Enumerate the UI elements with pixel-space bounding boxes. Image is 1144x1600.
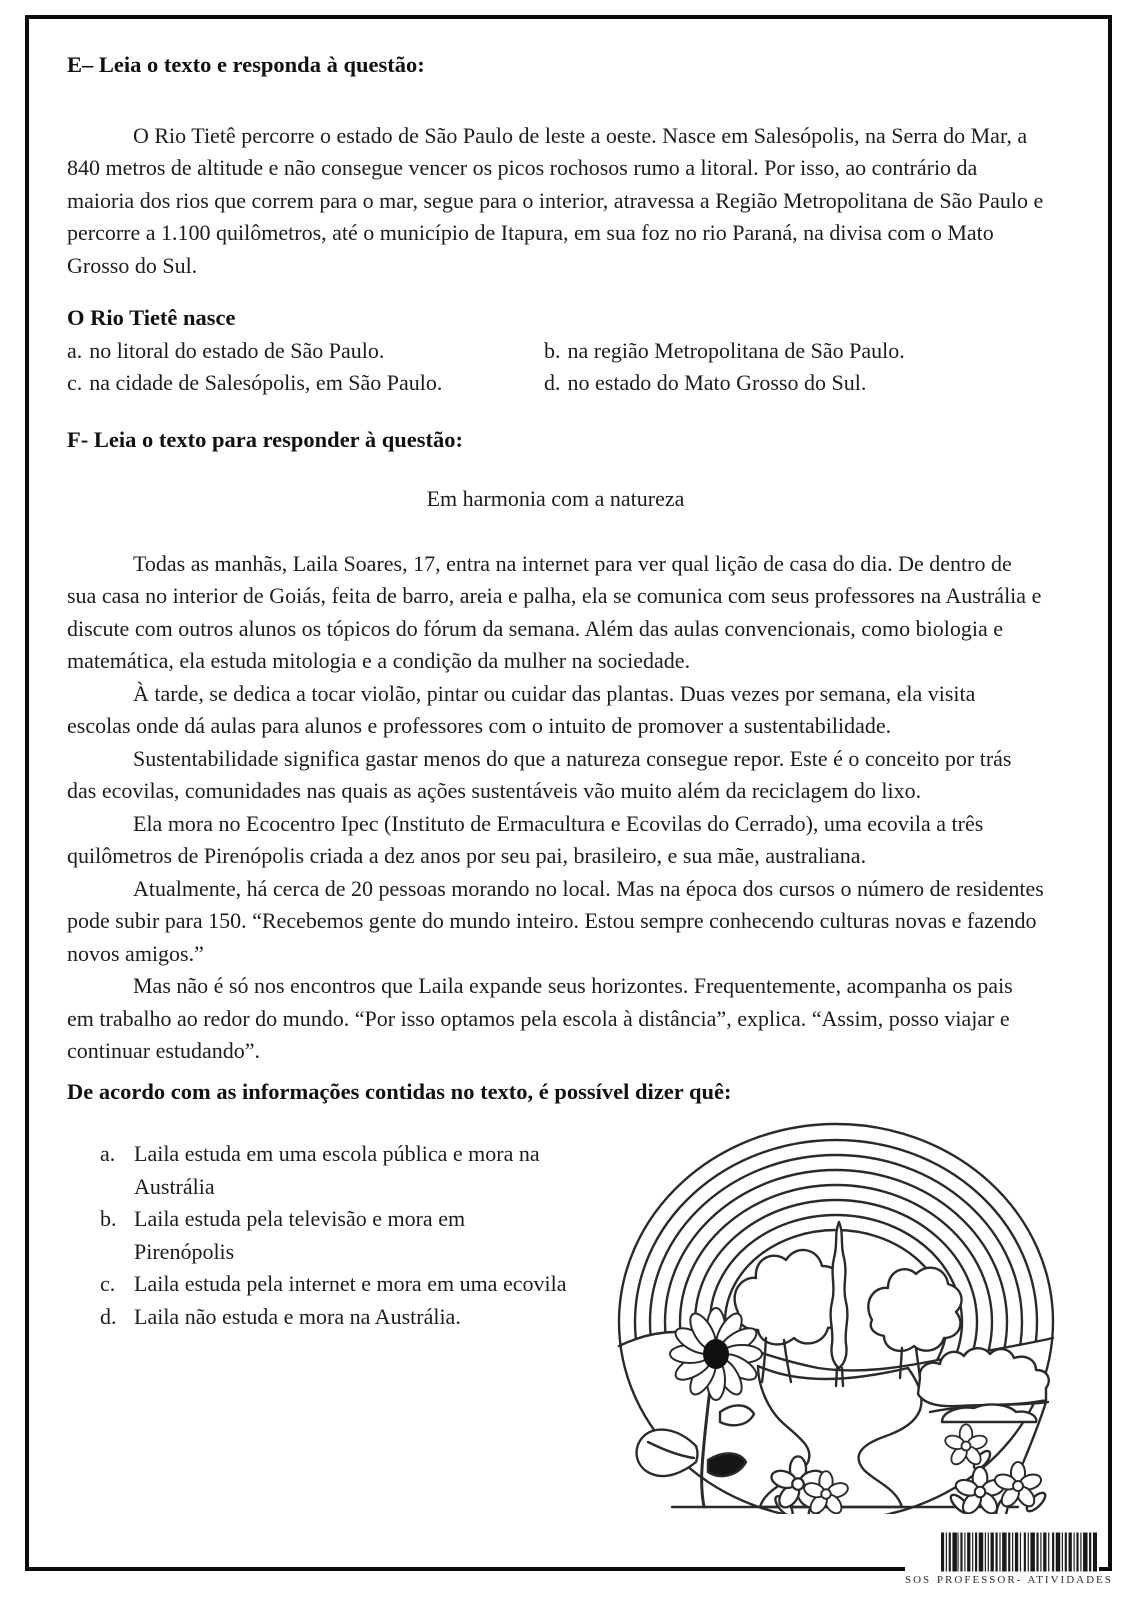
option-letter: c. <box>67 370 83 395</box>
section-f-question: De acordo com as informações contidas no texto, é possível dizer quê: <box>67 1078 732 1104</box>
publisher-barcode <box>905 1532 1113 1594</box>
option-f-c <box>67 1268 572 1301</box>
section-f-heading: F- Leia o texto para responder à questão: <box>67 426 464 452</box>
page-border-frame <box>25 15 1112 1571</box>
section-f-options <box>67 1138 572 1333</box>
section-e-options <box>67 335 1044 400</box>
option-text: no estado do Mato Grosso do Sul. <box>567 370 867 395</box>
text-title: Em harmonia com a natureza <box>426 486 685 511</box>
option-text: Laila estuda em uma escola pública e mora na Austrália <box>134 1141 540 1199</box>
option-letter: a. <box>100 1141 116 1166</box>
worksheet-content <box>29 19 1108 1567</box>
section-f-paragraph: À tarde, se dedica a tocar violão, pintar ou cuidar das plantas. Duas vezes por semana, ela visita escolas onde dá aulas para alunos e professores com o intuito de promover a sustentabilidade. <box>67 680 976 738</box>
option-text: Laila estuda pela internet e mora em uma ecovila <box>134 1271 567 1296</box>
option-letter: d. <box>544 370 561 395</box>
option-letter: d. <box>100 1303 117 1329</box>
section-f-paragraph: Sustentabilidade significa gastar menos do que a natureza consegue repor. Este é o conceito por trás das ecovilas, comunidades nas quais as ações sustentáveis vão muito além da reciclagem do lixo. <box>67 745 1012 803</box>
option-text: na cidade de Salesópolis, em São Paulo. <box>89 370 443 395</box>
section-f-paragraph: Ela mora no Ecocentro Ipec (Instituto de Ermacultura e Ecovilas do Cerrado), uma ecovila a três quilômetros de Pirenópolis criada a dez anos por seu pai, brasileiro, e sua mãe, australiana. <box>67 810 984 868</box>
section-e-paragraph: O Rio Tietê percorre o estado de São Paulo de leste a oeste. Nasce em Salesópolis, na Serra do Mar, a 840 metros de altitude e não consegue vencer os picos rochosos rumo a litoral. Por isso, ao contrário da maioria dos rios que correm para o mar, segue para o interior, atravessa a Região Metropolitana de São Paulo e percorre a 1.100 quilômetros, até o município de Itapura, em sua foz no rio Paraná, na divisa com o Mato Grosso do Sul. <box>67 122 1044 278</box>
option-e-d <box>544 367 1044 400</box>
option-letter: b. <box>100 1206 117 1231</box>
option-text: Laila não estuda e mora na Austrália. <box>134 1303 461 1329</box>
option-f-b <box>67 1203 572 1268</box>
section-f-paragraph: Todas as manhãs, Laila Soares, 17, entra na internet para ver qual lição de casa do dia. De dentro de sua casa no interior de Goiás, feita de barro, areia e palha, ela se comunica com seus professores na Austrália e discute com outros alunos os tópicos do fórum da semana. Além das aulas convencionais, como biologia e matemática, ela estuda mitologia e a condição da mulher na sociedade. <box>67 550 1042 673</box>
section-e-question: O Rio Tietê nasce <box>67 305 236 330</box>
answers-and-illustration <box>67 1138 1044 1524</box>
rainbow-landscape-illustration <box>608 1116 1060 1524</box>
barcode-caption: SOS PROFESSOR- ATIVIDADES <box>905 1574 1113 1586</box>
option-f-a <box>67 1138 572 1203</box>
cypress-tree-icon <box>831 1222 848 1386</box>
option-text: no litoral do estado de São Paulo. <box>89 337 385 363</box>
option-letter: b. <box>544 337 561 363</box>
option-text: na região Metropolitana de São Paulo. <box>567 337 905 363</box>
barcode-icon <box>941 1532 1097 1572</box>
option-e-a <box>67 335 544 368</box>
option-e-b <box>544 335 1044 368</box>
section-e-heading: E– Leia o texto e responda à questão: <box>67 52 425 77</box>
option-letter: a. <box>67 337 83 363</box>
option-text: Laila estuda pela televisão e mora em Pirenópolis <box>134 1206 466 1264</box>
option-e-c <box>67 367 544 400</box>
option-f-d <box>67 1301 572 1334</box>
option-letter: c. <box>100 1271 116 1296</box>
section-f-paragraph: Atualmente, há cerca de 20 pessoas morando no local. Mas na época dos cursos o número de residentes pode subir para 150. “Recebemos gente do mundo inteiro. Estou sempre conhecendo culturas novas e fazendo novos amigos.” <box>67 875 1044 966</box>
section-f-paragraph: Mas não é só nos encontros que Laila expande seus horizontes. Frequentemente, acompanha os pais em trabalho ao redor do mundo. “Por isso optamos pela escola à distância”, explica. “Assim, posso viajar e continuar estudando”. <box>67 973 1013 1063</box>
